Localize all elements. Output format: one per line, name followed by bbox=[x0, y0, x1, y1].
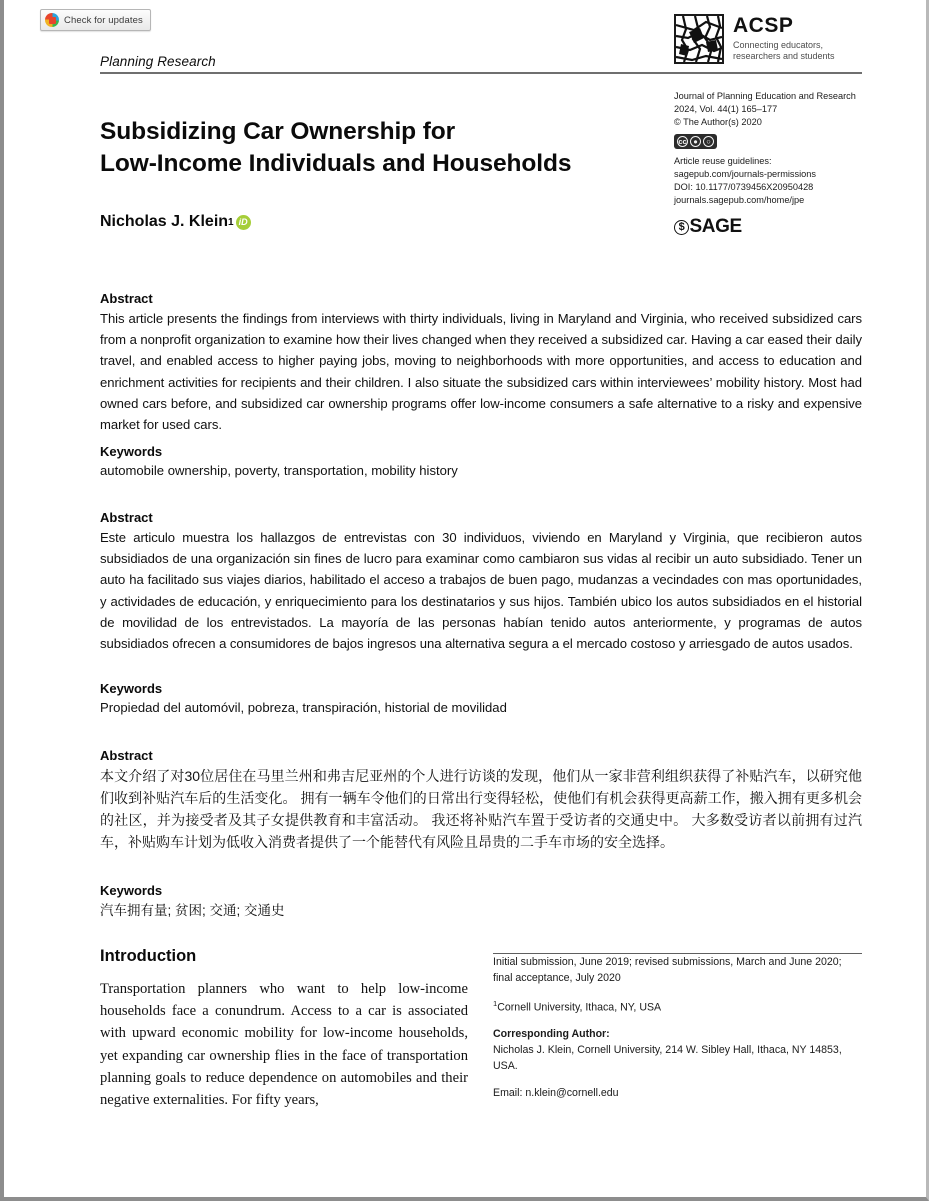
corresponding-author-email[interactable]: Email: n.klein@cornell.edu bbox=[493, 1086, 619, 1099]
running-head: Planning Research bbox=[100, 54, 216, 69]
sage-mark-icon: $ bbox=[674, 220, 689, 235]
keywords-english-body: automobile ownership, poverty, transportation, mobility history bbox=[100, 463, 458, 478]
keywords-spanish-body: Propiedad del automóvil, pobreza, transpiración, historial de movilidad bbox=[100, 700, 507, 715]
abstract-english-body: This article presents the findings from interviews with thirty individuals, living in Maryland and Virginia, who received subsidized cars from a nonprofit organization to examine how their lives changed when they received a subsidized car. Having a car eased their daily travel, and enabled access to higher paying jobs, moving to neighborhoods with more opportunities, and access to education and enrichment activities for recipients and their children. I also situate the subsidized cars within interviewees’ mobility history. Most had owned cars before, and subsidized car ownership programs offer low-income consumers a safe alternative to a risky and expensive market for used cars. bbox=[100, 311, 863, 433]
abstract-english bbox=[100, 291, 862, 435]
keywords-chinese bbox=[100, 883, 862, 921]
volume-line: 2024, Vol. 44(1) 165–177 bbox=[674, 104, 778, 115]
notes-divider bbox=[493, 953, 862, 954]
check-for-updates-label: Check for updates bbox=[64, 14, 143, 26]
cc-by-icon: ● bbox=[690, 136, 701, 147]
acsp-map-mark-icon bbox=[674, 14, 724, 64]
introduction-section bbox=[100, 947, 468, 1111]
page-title bbox=[100, 116, 640, 179]
submission-history: Initial submission, June 2019; revised submissions, March and June 2020; final acceptance, July 2020 bbox=[493, 956, 842, 984]
acsp-tagline-line1: Connecting educators, bbox=[733, 40, 824, 50]
journal-home-url[interactable]: journals.sagepub.com/home/jpe bbox=[674, 195, 805, 206]
keywords-english-heading: Keywords bbox=[100, 444, 163, 459]
title-line-1: Subsidizing Car Ownership for bbox=[100, 118, 456, 146]
creative-commons-badge[interactable] bbox=[674, 134, 717, 149]
cc-nc-icon: ○ bbox=[703, 136, 714, 147]
keywords-spanish bbox=[100, 681, 862, 718]
affiliation-marker: 1 bbox=[493, 998, 498, 1008]
acsp-tagline-line2: researchers and students bbox=[733, 51, 835, 62]
author-affiliation-marker: 1 bbox=[228, 216, 234, 228]
keywords-chinese-body: 汽车拥有量; 贫困; 交通; 交通史 bbox=[100, 903, 285, 918]
cc-icon: cc bbox=[678, 136, 687, 146]
header-divider bbox=[100, 72, 862, 74]
keywords-spanish-heading: Keywords bbox=[100, 681, 163, 696]
affiliation-note bbox=[493, 998, 862, 1016]
title-line-2: Low-Income Individuals and Households bbox=[100, 149, 572, 177]
page-canvas bbox=[4, 0, 926, 1197]
abstract-spanish-body: Este articulo muestra los hallazgos de entrevistas con 30 individuos, viviendo en Maryland y Virginia, que recibieron autos subsidiados de una organización sin fines de lucro para examinar como cambiaron sus vidas al recibir un auto subsidiado. Tener un auto ha facilitado sus viajes diarios, habilitado el acceso a trabajos de buen pago, mudanzas a vecindades con mas oportunidades, y actividades de educación, y enriquecimiento para los destinatarios y sus hijos. También ubico los autos subsidiados en el historial de movilidad de los entrevistados. La mayoría de las personas habían tenido autos anteriormente, y programas de autos subsidiados ofrecen a consumidores de bajos ingresos una alternativa segura a el mercado costoso y arriesgado de autos usados. bbox=[100, 530, 862, 652]
introduction-paragraph: Transportation planners who want to help low-income households face a conundrum. Access to a car is associated with upward economic mobility for low-income households, yet expanding car ownership flies in the face of transportation planning goals to reduce dependence on automobiles and their negative externalities. For fifty years, bbox=[100, 981, 468, 1108]
abstract-chinese bbox=[100, 748, 862, 853]
author-byline bbox=[100, 213, 251, 231]
sage-wordmark: SAGE bbox=[689, 216, 742, 238]
keywords-english bbox=[100, 444, 862, 481]
corresponding-author-heading: Corresponding Author: bbox=[493, 1028, 610, 1041]
affiliation-text: Cornell University, Ithaca, NY, USA bbox=[497, 1001, 662, 1014]
crossmark-icon bbox=[45, 13, 59, 27]
journal-name: Journal of Planning Education and Research bbox=[674, 91, 856, 101]
doi-line[interactable]: DOI: 10.1177/0739456X20950428 bbox=[674, 182, 814, 193]
check-for-updates-button[interactable] bbox=[40, 9, 151, 31]
acsp-name: ACSP bbox=[733, 14, 794, 37]
abstract-chinese-heading: Abstract bbox=[100, 748, 153, 763]
reuse-url[interactable]: sagepub.com/journals-permissions bbox=[674, 169, 816, 180]
keywords-chinese-heading: Keywords bbox=[100, 883, 163, 898]
copyright-line: © The Author(s) 2020 bbox=[674, 117, 762, 128]
abstract-english-heading: Abstract bbox=[100, 291, 153, 306]
abstract-spanish bbox=[100, 510, 862, 654]
journal-metadata bbox=[674, 90, 869, 241]
reuse-label: Article reuse guidelines: bbox=[674, 156, 772, 167]
article-notes bbox=[493, 955, 862, 1102]
acsp-wordmark bbox=[733, 14, 835, 63]
acsp-logo bbox=[674, 14, 835, 64]
abstract-chinese-body: 本文介绍了对30位居住在马里兰州和弗吉尼亚州的个人进行访谈的发现，他们从一家非营利组织获得了补贴汽车，以研究他们收到补贴汽车后的生活变化。 拥有一辆车令他们的日常出行变得轻松，使他们有机会获得更高薪工作，搬入拥有更多机会的社区，并为接受者及其子女提供教育和丰富活动。 我还将补贴汽车置于受访者的交通史中。 大多数受访者以前拥有过汽车，补贴购车计划为低收入消费者提供了一个能替代有风险且昂贵的二手车市场的安全选择。 bbox=[100, 768, 862, 851]
introduction-heading: Introduction bbox=[100, 947, 197, 965]
abstract-spanish-heading: Abstract bbox=[100, 510, 153, 525]
sage-logo bbox=[674, 214, 869, 241]
orcid-icon[interactable]: iD bbox=[236, 215, 251, 230]
corresponding-author-address: Nicholas J. Klein, Cornell University, 214 W. Sibley Hall, Ithaca, NY 14853, USA. bbox=[493, 1044, 842, 1072]
author-name: Nicholas J. Klein bbox=[100, 213, 229, 230]
acsp-tagline bbox=[733, 40, 835, 63]
